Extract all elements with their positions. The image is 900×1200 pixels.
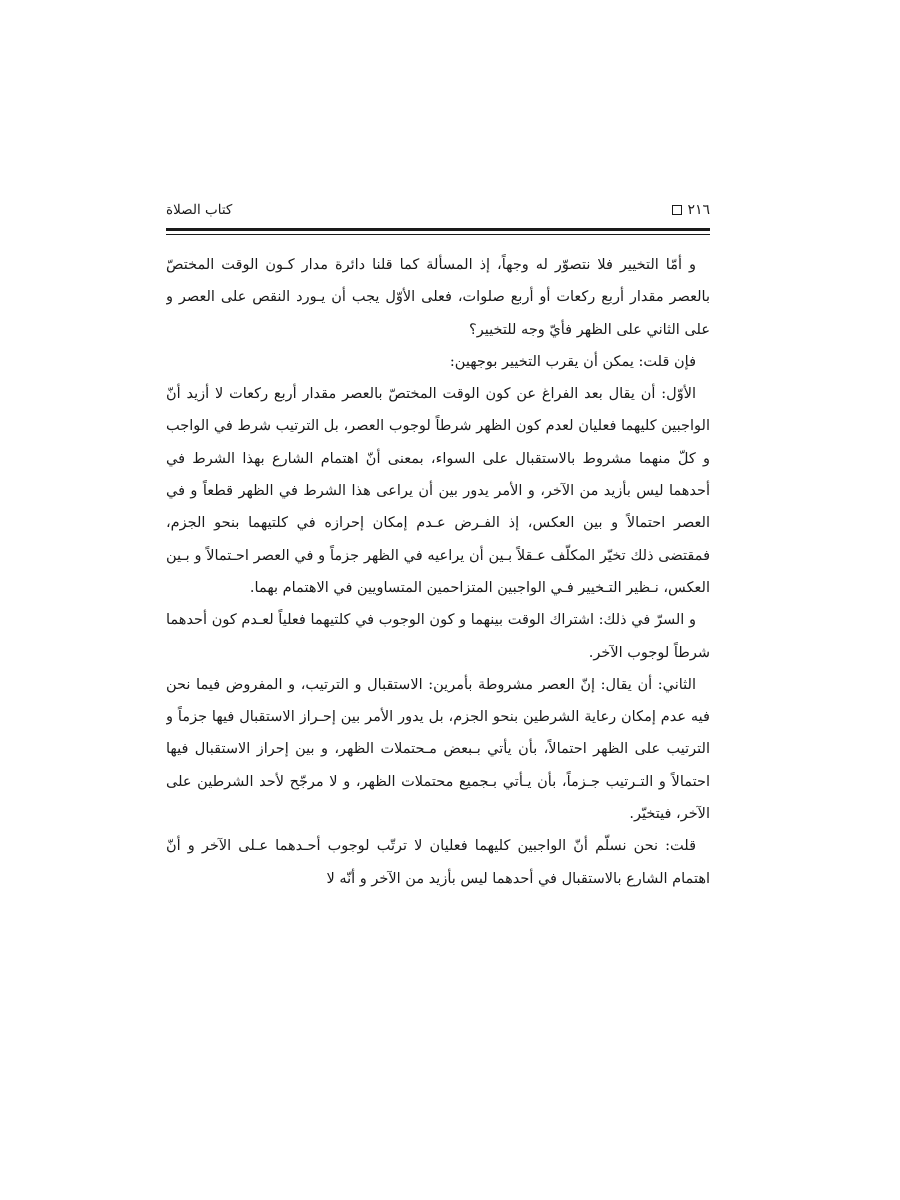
paragraph-6: قلت: نحن نسلّم أنّ الواجبين كليهما فعليان لا ترتّب لوجوب أحـدهما عـلى الآخر و أنّ اهتمام الشارع بالاستقبال في أحدهما ليس بأزيد من الآخر و أنّه لا: [166, 838, 710, 887]
paragraph-4: و السرّ في ذلك: اشتراك الوقت بينهما و كون الوجوب في كلتيهما فعلياً لعـدم كون أحدهما شرطاً لوجوب الآخر.: [166, 612, 710, 661]
paragraph-1: و أمّا التخيير فلا نتصوّر له وجهاً، إذ المسألة كما قلنا دائرة مدار كـون الوقت المختصّ بالعصر مقدار أربع ركعات أو أربع صلوات، فعلى الأوّل يجب أن يـورد النقص على العصر و على الثاني على الظهر فأيّ وجه للتخيير؟: [166, 257, 710, 338]
body-text: [166, 249, 710, 1019]
header-rule-thick: [166, 228, 710, 231]
paragraph-2: فإن قلت: يمكن أن يقرب التخيير بوجهين:: [449, 353, 696, 370]
page-header: [166, 198, 710, 226]
paragraph-5: الثاني: أن يقال: إنّ العصر مشروطة بأمرين: الاستقبال و الترتيب، و المفروض فيما نحن فيه عدم إمكان رعاية الشرطين بنحو الجزم، بل يدور الأمر بين إحـراز الاستقبال فيها جزماً و الترتيب على الظهر احتمالاً، بأن يأتي بـبعض مـحتملات الظهر، و بين إحراز الاستقبال فيها احتمالاً و التـرتيب جـزماً، بأن يـأتي بـجميع محتملات الظهر، و لا مرجّح لأحد الشرطين على الآخر، فيتخيّر.: [166, 676, 710, 823]
square-icon: [672, 205, 682, 215]
book-title: كتاب الصلاة: [166, 202, 233, 218]
page-number: ٢١٦: [687, 202, 710, 218]
header-rule-thin: [166, 234, 710, 235]
paragraph-3: الأوّل: أن يقال بعد الفراغ عن كون الوقت المختصّ بالعصر مقدار أربع ركعات لا أزيد أنّ الواجبين كليهما فعليان لعدم كون الظهر شرطاً لوجوب العصر، بل الترتيب شرط في الواجب و كلّ منهما مشروط بالاستقبال على السواء، بمعنى أنّ اهتمام الشارع بهذا الشرط في أحدهما ليس بأزيد من الآخر، و الأمر يدور بين أن يراعى هذا الشرط في الظهر قطعاً و في العصر احتمالاً و بين العكس، إذ الفـرض عـدم إمكان إحرازه في كلتيهما بنحو الجزم، فمقتضى ذلك تخيّر المكلّف عـقلاً بـين أن يراعيه في الظهر جزماً و في العصر احـتمالاً و بـين العكس، نـظير التـخيير فـي الواجبين المتزاحمين المتساويين في الاهتمام بهما.: [166, 386, 710, 596]
page-number-group: [672, 202, 710, 218]
